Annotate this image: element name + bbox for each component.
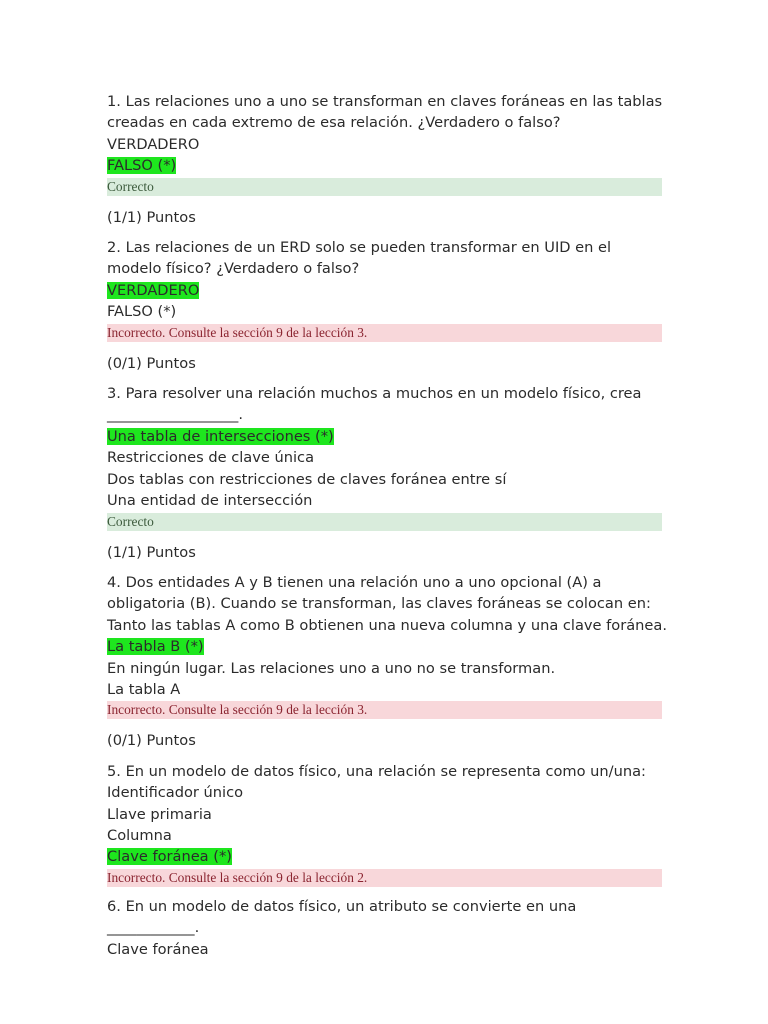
question-2 xyxy=(107,237,667,374)
option-falso: FALSO (*) xyxy=(107,303,177,321)
selected-answer-highlight: FALSO (*) xyxy=(107,157,177,175)
option-tabla-b-selected xyxy=(107,636,667,657)
points-label: (1/1) Puntos xyxy=(107,208,196,226)
option-columna: Columna xyxy=(107,826,172,844)
option-entidad-interseccion: Una entidad de intersección xyxy=(107,492,313,510)
quiz-document xyxy=(107,91,667,960)
option-llave-primaria: Llave primaria xyxy=(107,805,212,823)
option-identificador-unico: Identificador único xyxy=(107,784,244,802)
question-3 xyxy=(107,383,667,563)
feedback-incorrect: Incorrecto. Consulte la sección 9 de la lección 3. xyxy=(107,701,662,719)
option-verdadero-selected xyxy=(107,280,667,301)
points-label: (0/1) Puntos xyxy=(107,732,196,750)
question-text: 6. En un modelo de datos físico, un atributo se convierte en una ____________. xyxy=(107,897,577,937)
option-restricciones-clave-unica: Restricciones de clave única xyxy=(107,449,315,467)
option-verdadero: VERDADERO xyxy=(107,135,200,153)
option-clave-foranea: Clave foránea xyxy=(107,940,209,958)
question-text: 5. En un modelo de datos físico, una relación se representa como un/una: xyxy=(107,762,646,780)
question-text: 2. Las relaciones de un ERD solo se pueden transformar en UID en el modelo físico? ¿Verdadero o falso? xyxy=(107,239,612,278)
selected-answer-highlight: Clave foránea (*) xyxy=(107,848,232,866)
feedback-incorrect: Incorrecto. Consulte la sección 9 de la lección 3. xyxy=(107,324,662,342)
feedback-correct: Correcto xyxy=(107,513,662,531)
points-label: (0/1) Puntos xyxy=(107,354,196,372)
feedback-correct: Correcto xyxy=(107,178,662,196)
option-tabla-intersecciones-selected xyxy=(107,426,667,447)
question-4 xyxy=(107,572,667,752)
question-text: 3. Para resolver una relación muchos a muchos en un modelo físico, crea __________________. xyxy=(107,385,642,424)
option-tabla-a: La tabla A xyxy=(107,680,181,698)
option-ningun-lugar: En ningún lugar. Las relaciones uno a uno no se transforman. xyxy=(107,659,556,677)
question-text: 1. Las relaciones uno a uno se transforman en claves foráneas en las tablas creadas en cada extremo de esa relación. ¿Verdadero o falso? xyxy=(107,93,663,132)
question-text: 4. Dos entidades A y B tienen una relación uno a uno opcional (A) a obligatoria (B). Cuando se transforman, las claves foráneas se colocan en: xyxy=(107,573,651,613)
question-5 xyxy=(107,761,667,887)
points-label: (1/1) Puntos xyxy=(107,543,196,561)
feedback-incorrect: Incorrecto. Consulte la sección 9 de la lección 2. xyxy=(107,869,662,887)
question-1 xyxy=(107,91,667,228)
option-ambas-tablas: Tanto las tablas A como B obtienen una nueva columna y una clave foránea. xyxy=(107,616,667,634)
selected-answer-highlight: VERDADERO xyxy=(107,281,200,299)
option-clave-foranea-selected xyxy=(107,846,667,867)
selected-answer-highlight: Una tabla de intersecciones (*) xyxy=(107,427,334,445)
selected-answer-highlight: La tabla B (*) xyxy=(107,638,204,656)
option-dos-tablas: Dos tablas con restricciones de claves foránea entre sí xyxy=(107,470,507,488)
question-6 xyxy=(107,896,667,960)
option-falso-selected xyxy=(107,155,667,176)
